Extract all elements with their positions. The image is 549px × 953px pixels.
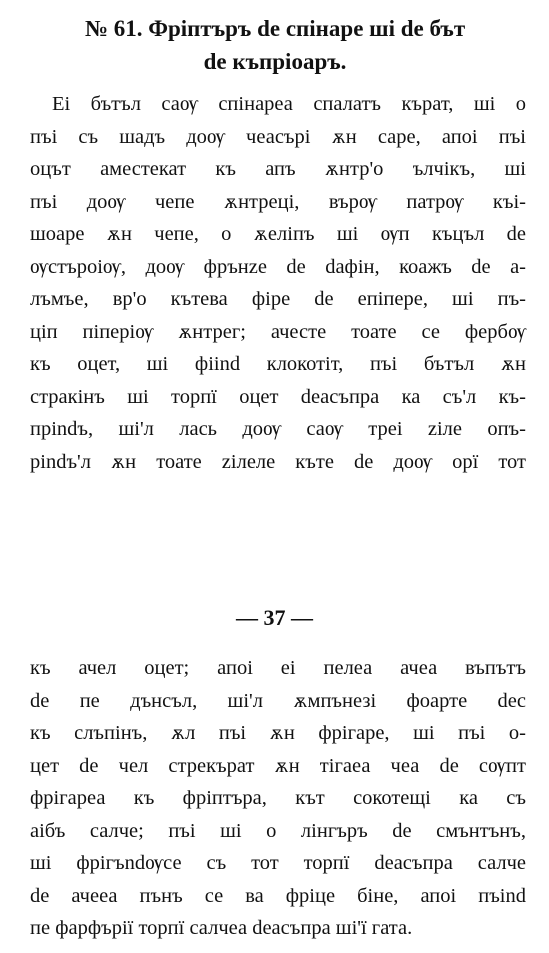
text-line: пъі доѹ чепе ѫнтреці, върѹ патрѹ къі- bbox=[30, 190, 526, 213]
page-number: — 37 — bbox=[236, 605, 313, 630]
text-line: pіndъ'л ѫн тоате zілеле кътe de доѹ орї тот bbox=[30, 450, 526, 473]
text-line: пріndъ, ші'л лась доѹ саѹ треі zіле опъ- bbox=[30, 418, 526, 440]
text-line: ѹстъроіѹ, доѹ фрънzе de dафін, коажъ de а- bbox=[30, 255, 526, 278]
recipe-text-first-part bbox=[30, 88, 526, 478]
title-line: de къпріоаръ. bbox=[203, 49, 347, 74]
text-line: оцът аместекат къ апъ ѫнтр'о ълчікъ, ші bbox=[30, 158, 526, 180]
recipe-text-second-part bbox=[30, 652, 526, 945]
text-line: пъі съ шадъ доѹ чеасърі ѫн саре, апоі пъі bbox=[30, 125, 526, 148]
text-line: Еі бътъл саѹ спінареа спалатъ кърат, ші о bbox=[52, 93, 526, 115]
text-line: аібъ салче; пъі ші о лінгъръ de смънтънъ, bbox=[30, 819, 526, 842]
text-line: къ оцет, ші фііnd клокотіт, пъі бътъл ѫн bbox=[30, 353, 526, 375]
text-line: de ачееа пънъ се ва фріце біне, апоі пъind bbox=[30, 884, 526, 907]
text-line: къ ачел оцет; апоі еі пелеа ачеа въпътъ bbox=[30, 657, 526, 679]
text-line: пе фарфърії торпї салчеа deасъпра ші'ї гата. bbox=[30, 917, 413, 939]
text-line: стракінъ ші торпї оцет deасъпра ка съ'л къ- bbox=[30, 385, 526, 408]
text-line: лъмъе, вр'о кътева фіре de епіпере, ші пъ- bbox=[30, 288, 526, 310]
text-line: къ слъпінъ, ѫл пъі ѫн фрігаре, ші пъі о- bbox=[30, 722, 526, 744]
text-line: шоаре ѫн чепе, о ѫеліпъ ші ѹп къцъл de bbox=[30, 223, 526, 245]
text-line: de пе дънсъл, ші'л ѫмпънезі фоарте dec bbox=[30, 689, 526, 712]
text-line: ші фрігъndѹсе съ тот торпї deасъпра салче bbox=[30, 852, 526, 874]
title-line: № 61. Фріптъръ de спінаре ші de бът bbox=[84, 16, 466, 41]
text-line: фрігареа къ фріптъра, кът сокотещі ка съ bbox=[30, 787, 526, 809]
recipe-title bbox=[20, 12, 530, 78]
text-line: ціп піперіѹ ѫнтрег; ачесте тоате се фербѹ bbox=[30, 320, 526, 343]
text-line: цет de чел стрекърат ѫн тігаеа чеа de сѹпт bbox=[30, 754, 526, 777]
